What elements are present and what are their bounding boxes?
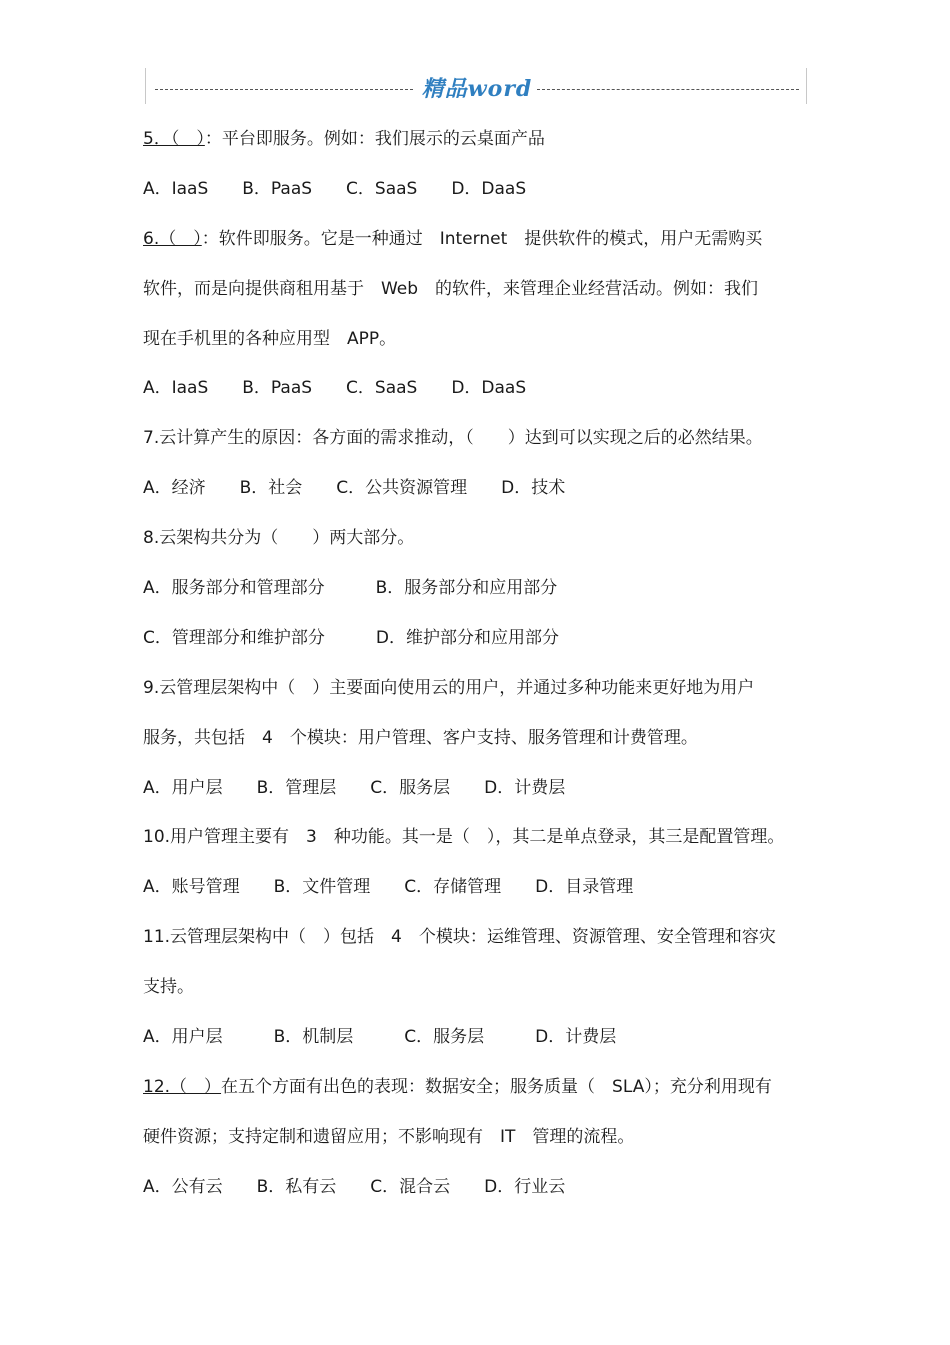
line-text: 硬件资源；支持定制和遗留应用；不影响现有 IT 管理的流程。 bbox=[143, 1126, 635, 1147]
header-dashed-rule-right bbox=[537, 89, 799, 90]
line-text: 8.云架构共分为（ ）两大部分。 bbox=[143, 528, 415, 549]
line-text: A．经济 B．社会 C．公共资源管理 D．技术 bbox=[143, 478, 566, 499]
line-text: A．用户层 B．机制层 C．服务层 D．计费层 bbox=[143, 1027, 617, 1048]
line-text: 服务，共包括 4 个模块：用户管理、客户支持、服务管理和计费管理。 bbox=[143, 727, 698, 748]
line-text: A．服务部分和管理部分 B．服务部分和应用部分 bbox=[143, 578, 558, 599]
text-line bbox=[143, 1177, 823, 1197]
page-header bbox=[145, 68, 807, 104]
line-text: 10.用户管理主要有 3 种功能。其一是（ ），其二是单点登录，其三是配置管理。 bbox=[143, 827, 785, 848]
line-text: 在五个方面有出色的表现：数据安全；服务质量（ SLA）；充分利用现有 bbox=[221, 1076, 772, 1097]
text-line bbox=[143, 778, 823, 798]
line-text: 9.云管理层架构中（ ）主要面向使用云的用户，并通过多种功能来更好地为用户 bbox=[143, 677, 755, 698]
line-text: 现在手机里的各种应用型 APP。 bbox=[143, 328, 397, 349]
text-line bbox=[143, 678, 823, 698]
text-line bbox=[143, 528, 823, 548]
text-line bbox=[143, 1077, 823, 1097]
line-text: C．管理部分和维护部分 D．维护部分和应用部分 bbox=[143, 627, 559, 648]
text-line bbox=[143, 279, 823, 299]
line-text: 支持。 bbox=[143, 977, 194, 998]
line-text: A．账号管理 B．文件管理 C．存储管理 D．目录管理 bbox=[143, 877, 634, 898]
line-text: ：平台即服务。例如：我们展示的云桌面产品 bbox=[204, 129, 545, 149]
text-line bbox=[143, 129, 823, 149]
text-line bbox=[143, 927, 823, 947]
text-line bbox=[143, 329, 823, 349]
text-line bbox=[143, 728, 823, 748]
header-logo: 精品word bbox=[421, 76, 533, 102]
line-text: A．IaaS B．PaaS C．SaaS D．DaaS bbox=[143, 378, 527, 399]
text-line bbox=[143, 229, 823, 249]
line-text: ：软件即服务。它是一种通过 Internet 提供软件的模式，用户无需购买 bbox=[201, 228, 763, 249]
text-line bbox=[143, 628, 823, 648]
question-number: 6.（ ） bbox=[143, 228, 202, 249]
header-right-border bbox=[806, 68, 807, 104]
line-text: 软件，而是向提供商租用基于 Web 的软件，来管理企业经营活动。例如：我们 bbox=[143, 278, 759, 299]
text-line bbox=[143, 977, 823, 997]
text-line bbox=[143, 428, 823, 448]
text-line bbox=[143, 877, 823, 897]
line-text: A．用户层 B．管理层 C．服务层 D．计费层 bbox=[143, 777, 566, 798]
line-text: A．IaaS B．PaaS C．SaaS D．DaaS bbox=[143, 178, 527, 199]
question-number: 5．（ ） bbox=[143, 129, 205, 149]
text-line bbox=[143, 827, 823, 847]
line-text: 7.云计算产生的原因：各方面的需求推动，（ ）达到可以实现之后的必然结果。 bbox=[143, 428, 763, 449]
line-text: A．公有云 B．私有云 C．混合云 D．行业云 bbox=[143, 1176, 566, 1197]
question-number: 12.（ ） bbox=[143, 1076, 222, 1097]
text-line bbox=[143, 578, 823, 598]
header-left-border bbox=[145, 68, 146, 104]
text-line bbox=[143, 1127, 823, 1147]
line-text: 11.云管理层架构中（ ）包括 4 个模块：运维管理、资源管理、安全管理和容灾 bbox=[143, 927, 776, 948]
header-dashed-rule-left bbox=[155, 89, 413, 90]
text-line bbox=[143, 179, 823, 199]
text-line bbox=[143, 378, 823, 398]
document-body bbox=[143, 129, 823, 1227]
text-line bbox=[143, 1027, 823, 1047]
text-line bbox=[143, 478, 823, 498]
